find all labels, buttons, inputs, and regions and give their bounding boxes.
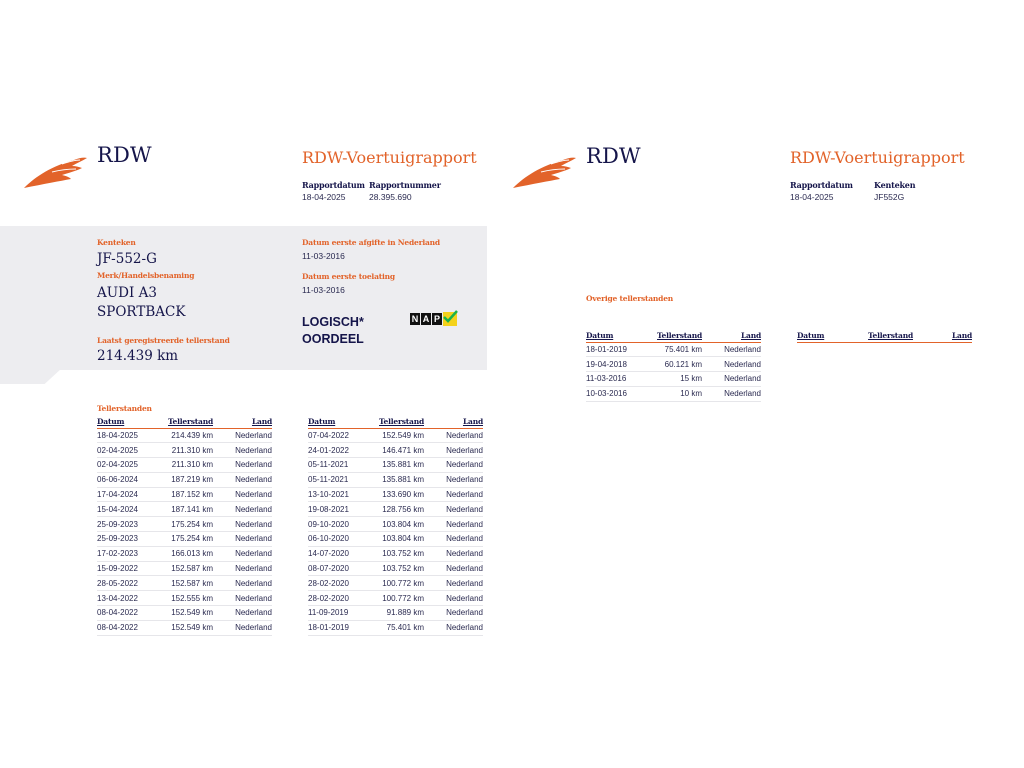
cell-land: Nederland	[213, 487, 272, 502]
cell-tellerstand: 103.804 km	[372, 517, 424, 532]
cell-datum: 08-04-2022	[97, 606, 161, 621]
cell-land: Nederland	[702, 372, 761, 387]
cell-land: Nederland	[424, 472, 483, 487]
cell-land: Nederland	[213, 517, 272, 532]
cell-land: Nederland	[213, 428, 272, 443]
cell-tellerstand: 91.889 km	[372, 606, 424, 621]
table-row	[97, 487, 272, 502]
cell-datum: 18-04-2025	[97, 428, 161, 443]
cell-datum: 28-02-2020	[308, 591, 372, 606]
cell-tellerstand: 152.549 km	[161, 620, 213, 635]
col-land: Land	[913, 330, 972, 342]
table-row	[586, 386, 761, 401]
cell-datum: 15-09-2022	[97, 561, 161, 576]
cell-tellerstand: 187.152 km	[161, 487, 213, 502]
cell-datum: 14-07-2020	[308, 546, 372, 561]
cell-datum: 15-04-2024	[97, 502, 161, 517]
table-row	[97, 561, 272, 576]
table-row	[97, 517, 272, 532]
nap-check-icon	[443, 312, 457, 326]
cell-land: Nederland	[424, 458, 483, 473]
cell-land: Nederland	[424, 606, 483, 621]
cell-land: Nederland	[424, 428, 483, 443]
table-header-row	[97, 416, 272, 428]
cell-land: Nederland	[213, 620, 272, 635]
cell-land: Nederland	[213, 443, 272, 458]
col-tellerstand: Tellerstand	[161, 416, 213, 428]
cell-datum: 13-10-2021	[308, 487, 372, 502]
col-datum: Datum	[586, 330, 650, 342]
table-row	[586, 372, 761, 387]
table-row	[97, 576, 272, 591]
kenteken-value: JF-552-G	[97, 251, 157, 267]
nap-badge	[410, 312, 457, 326]
cell-tellerstand: 135.881 km	[372, 472, 424, 487]
kenteken-label: Kenteken	[97, 238, 136, 247]
cell-datum: 08-07-2020	[308, 561, 372, 576]
table-row	[308, 606, 483, 621]
cell-land: Nederland	[213, 472, 272, 487]
brand-name: RDW	[97, 143, 152, 167]
table-row	[97, 502, 272, 517]
cell-datum: 25-09-2023	[97, 532, 161, 547]
cell-tellerstand: 128.756 km	[372, 502, 424, 517]
overige-title: Overige tellerstanden	[586, 294, 674, 303]
table-row	[308, 620, 483, 635]
cell-tellerstand: 152.555 km	[161, 591, 213, 606]
kenteken-value: JF552G	[874, 192, 905, 202]
cell-datum: 10-03-2016	[586, 386, 650, 401]
col-datum: Datum	[308, 416, 372, 428]
brand-name: RDW	[586, 144, 641, 168]
rapportdatum-value: 18-04-2025	[790, 192, 834, 202]
tellerstanden-table-left	[97, 416, 272, 636]
cell-datum: 28-02-2020	[308, 576, 372, 591]
table-row	[97, 591, 272, 606]
table-row	[586, 357, 761, 372]
cell-datum: 06-06-2024	[97, 472, 161, 487]
cell-land: Nederland	[213, 546, 272, 561]
rapportdatum-label: Rapportdatum	[790, 180, 853, 190]
table-row	[308, 576, 483, 591]
nap-letter-p: P	[433, 314, 440, 324]
table-row	[308, 532, 483, 547]
cell-tellerstand: 211.310 km	[161, 458, 213, 473]
rdw-logo-icon	[511, 154, 577, 190]
cell-tellerstand: 152.549 km	[372, 428, 424, 443]
cell-tellerstand: 100.772 km	[372, 576, 424, 591]
merk-label: Merk/Handelsbenaming	[97, 271, 195, 280]
cell-tellerstand: 175.254 km	[161, 532, 213, 547]
cell-datum: 07-04-2022	[308, 428, 372, 443]
cell-tellerstand: 214.439 km	[161, 428, 213, 443]
table-row	[97, 472, 272, 487]
afgifte-label: Datum eerste afgifte in Nederland	[302, 238, 440, 247]
table-row	[308, 443, 483, 458]
cell-datum: 19-08-2021	[308, 502, 372, 517]
rapportdatum-value: 18-04-2025	[302, 192, 346, 202]
cell-land: Nederland	[702, 342, 761, 357]
cell-datum: 19-04-2018	[586, 357, 650, 372]
cell-datum: 25-09-2023	[97, 517, 161, 532]
cell-tellerstand: 60.121 km	[650, 357, 702, 372]
cell-tellerstand: 135.881 km	[372, 458, 424, 473]
cell-datum: 24-01-2022	[308, 443, 372, 458]
table-row	[97, 428, 272, 443]
cell-land: Nederland	[424, 546, 483, 561]
cell-land: Nederland	[424, 532, 483, 547]
overige-table-left	[586, 330, 761, 402]
table-header-row	[797, 330, 972, 342]
tellerstanden-table-right	[308, 416, 483, 636]
cell-datum: 08-04-2022	[97, 620, 161, 635]
cell-land: Nederland	[213, 561, 272, 576]
cell-land: Nederland	[213, 606, 272, 621]
afgifte-value: 11-03-2016	[302, 251, 345, 261]
cell-tellerstand: 75.401 km	[650, 342, 702, 357]
table-row	[586, 342, 761, 357]
kenteken-label: Kenteken	[874, 180, 916, 190]
cell-datum: 06-10-2020	[308, 532, 372, 547]
cell-tellerstand: 152.549 km	[161, 606, 213, 621]
nap-line2: OORDEEL	[302, 331, 364, 346]
cell-land: Nederland	[702, 357, 761, 372]
col-tellerstand: Tellerstand	[861, 330, 913, 342]
table-row	[308, 428, 483, 443]
cell-datum: 17-04-2024	[97, 487, 161, 502]
cell-datum: 02-04-2025	[97, 443, 161, 458]
col-land: Land	[424, 416, 483, 428]
table-header-row	[586, 330, 761, 342]
col-tellerstand: Tellerstand	[372, 416, 424, 428]
merk-line2: SPORTBACK	[97, 304, 186, 320]
cell-land: Nederland	[424, 591, 483, 606]
panel-tail	[0, 368, 62, 384]
cell-datum: 18-01-2019	[586, 342, 650, 357]
table-row	[308, 502, 483, 517]
rapportnummer-value: 28.395.690	[369, 192, 412, 202]
table-row	[308, 546, 483, 561]
cell-land: Nederland	[424, 561, 483, 576]
nap-letter-n: N	[411, 314, 419, 324]
teller-value: 214.439 km	[97, 348, 179, 364]
rapportdatum-label: Rapportdatum	[302, 180, 365, 190]
merk-line1: AUDI A3	[97, 285, 157, 301]
cell-datum: 11-09-2019	[308, 606, 372, 621]
nap-judgement	[302, 314, 364, 348]
cell-datum: 17-02-2023	[97, 546, 161, 561]
cell-land: Nederland	[213, 532, 272, 547]
cell-land: Nederland	[702, 386, 761, 401]
cell-datum: 13-04-2022	[97, 591, 161, 606]
col-land: Land	[213, 416, 272, 428]
rapportnummer-label: Rapportnummer	[369, 180, 441, 190]
cell-tellerstand: 15 km	[650, 372, 702, 387]
teller-label: Laatst geregistreerde tellerstand	[97, 336, 230, 345]
cell-land: Nederland	[424, 576, 483, 591]
table-row	[308, 472, 483, 487]
cell-land: Nederland	[213, 591, 272, 606]
cell-tellerstand: 211.310 km	[161, 443, 213, 458]
cell-land: Nederland	[213, 458, 272, 473]
tellerstanden-title: Tellerstanden	[97, 404, 152, 413]
table-row	[97, 443, 272, 458]
cell-land: Nederland	[213, 502, 272, 517]
nap-letter-a: A	[422, 314, 430, 324]
table-row	[308, 517, 483, 532]
cell-tellerstand: 175.254 km	[161, 517, 213, 532]
vehicle-panel	[0, 226, 487, 370]
cell-tellerstand: 10 km	[650, 386, 702, 401]
cell-datum: 28-05-2022	[97, 576, 161, 591]
cell-datum: 09-10-2020	[308, 517, 372, 532]
cell-land: Nederland	[424, 443, 483, 458]
col-datum: Datum	[797, 330, 861, 342]
nap-line1: LOGISCH*	[302, 315, 364, 329]
cell-datum: 05-11-2021	[308, 458, 372, 473]
table-row	[97, 606, 272, 621]
cell-tellerstand: 166.013 km	[161, 546, 213, 561]
cell-datum: 05-11-2021	[308, 472, 372, 487]
table-row	[97, 620, 272, 635]
cell-tellerstand: 187.219 km	[161, 472, 213, 487]
cell-tellerstand: 103.752 km	[372, 546, 424, 561]
rdw-logo-icon	[22, 154, 88, 190]
table-row	[97, 458, 272, 473]
cell-tellerstand: 146.471 km	[372, 443, 424, 458]
cell-tellerstand: 75.401 km	[372, 620, 424, 635]
report-title: RDW-Voertuigrapport	[302, 148, 477, 167]
table-row	[97, 532, 272, 547]
cell-land: Nederland	[424, 502, 483, 517]
table-row	[308, 591, 483, 606]
col-datum: Datum	[97, 416, 161, 428]
report-title: RDW-Voertuigrapport	[790, 148, 965, 167]
col-tellerstand: Tellerstand	[650, 330, 702, 342]
cell-tellerstand: 100.772 km	[372, 591, 424, 606]
cell-tellerstand: 103.804 km	[372, 532, 424, 547]
table-row	[308, 561, 483, 576]
cell-tellerstand: 152.587 km	[161, 561, 213, 576]
toelating-label: Datum eerste toelating	[302, 272, 395, 281]
cell-tellerstand: 133.690 km	[372, 487, 424, 502]
table-header-row	[308, 416, 483, 428]
cell-datum: 11-03-2016	[586, 372, 650, 387]
cell-datum: 02-04-2025	[97, 458, 161, 473]
table-row	[308, 458, 483, 473]
cell-tellerstand: 187.141 km	[161, 502, 213, 517]
cell-tellerstand: 103.752 km	[372, 561, 424, 576]
cell-land: Nederland	[424, 517, 483, 532]
table-row	[97, 546, 272, 561]
cell-tellerstand: 152.587 km	[161, 576, 213, 591]
cell-land: Nederland	[424, 620, 483, 635]
toelating-value: 11-03-2016	[302, 285, 345, 295]
col-land: Land	[702, 330, 761, 342]
cell-datum: 18-01-2019	[308, 620, 372, 635]
overige-table-right	[797, 330, 972, 343]
table-row	[308, 487, 483, 502]
cell-land: Nederland	[424, 487, 483, 502]
cell-land: Nederland	[213, 576, 272, 591]
